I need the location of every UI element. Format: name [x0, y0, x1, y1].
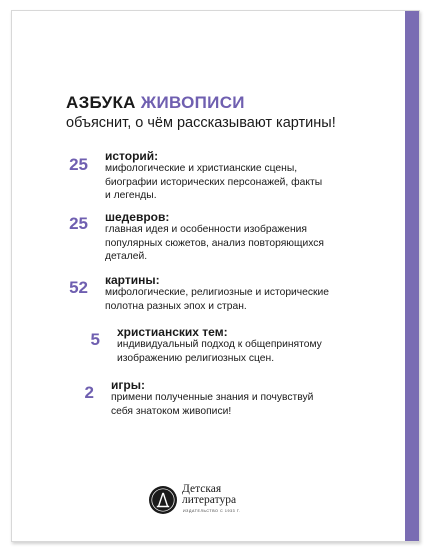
- stat-games: [58, 378, 378, 438]
- publisher-name: [182, 484, 236, 506]
- stat-description: [111, 391, 351, 418]
- stat-description: [117, 338, 357, 365]
- stat-description: [105, 162, 345, 203]
- publisher-logo-icon: [148, 485, 178, 515]
- stat-number: 25: [69, 155, 88, 174]
- stat-description-line: себя знатоком живописи!: [111, 405, 232, 417]
- stat-number: 25: [69, 214, 88, 233]
- stat-title: шедевров:: [105, 210, 170, 224]
- headline: [66, 93, 396, 133]
- stat-description-line: главная идея и особенности изображения: [105, 224, 307, 235]
- stat-masterpieces: [58, 210, 378, 270]
- headline-title-accent: ЖИВОПИСИ: [140, 93, 245, 112]
- stat-title: историй:: [105, 149, 159, 163]
- publisher-name-line2: литература: [182, 494, 237, 506]
- publisher-logo: [148, 483, 288, 519]
- stat-number: 5: [90, 330, 100, 349]
- stat-description-line: изображению религиозных сцен.: [117, 352, 275, 364]
- publisher-subline: ИЗДАТЕЛЬСТВО С 1933 Г.: [183, 509, 241, 513]
- stat-description-line: примени полученные знания и почувствуй: [111, 392, 314, 403]
- stat-description: [105, 223, 345, 264]
- headline-title: [66, 93, 396, 113]
- stat-description-line: полотна разных эпох и стран.: [105, 300, 247, 312]
- purple-edge-stripe: [405, 11, 419, 541]
- publisher-name-line1: Детская: [182, 483, 222, 495]
- stat-paintings: [58, 273, 378, 333]
- book-back-cover: [11, 10, 420, 542]
- stat-description-line: мифологические и христианские сцены,: [105, 163, 298, 174]
- stat-description: [105, 286, 345, 313]
- stat-title: христианских тем:: [117, 325, 228, 339]
- headline-subtitle: объяснит, о чём рассказывают картины!: [66, 115, 336, 131]
- stat-description-line: популярных сюжетов, анализ повторяющихся: [105, 237, 324, 249]
- stat-stories: [58, 149, 378, 209]
- stat-number: 52: [69, 278, 88, 297]
- stat-title: игры:: [111, 378, 145, 392]
- stat-title: картины:: [105, 273, 160, 287]
- stat-description-line: и легенды.: [105, 190, 157, 201]
- stat-description-line: деталей.: [105, 251, 148, 262]
- stat-description-line: индивидуальный подход к общепринятому: [117, 339, 322, 350]
- headline-title-part1: АЗБУКА: [66, 93, 136, 112]
- stat-number: 2: [84, 383, 94, 402]
- stat-christian-themes: [58, 325, 378, 385]
- stat-description-line: мифологические, религиозные и исторические: [105, 287, 330, 298]
- stat-description-line: биографии исторических персонажей, факты: [105, 176, 323, 188]
